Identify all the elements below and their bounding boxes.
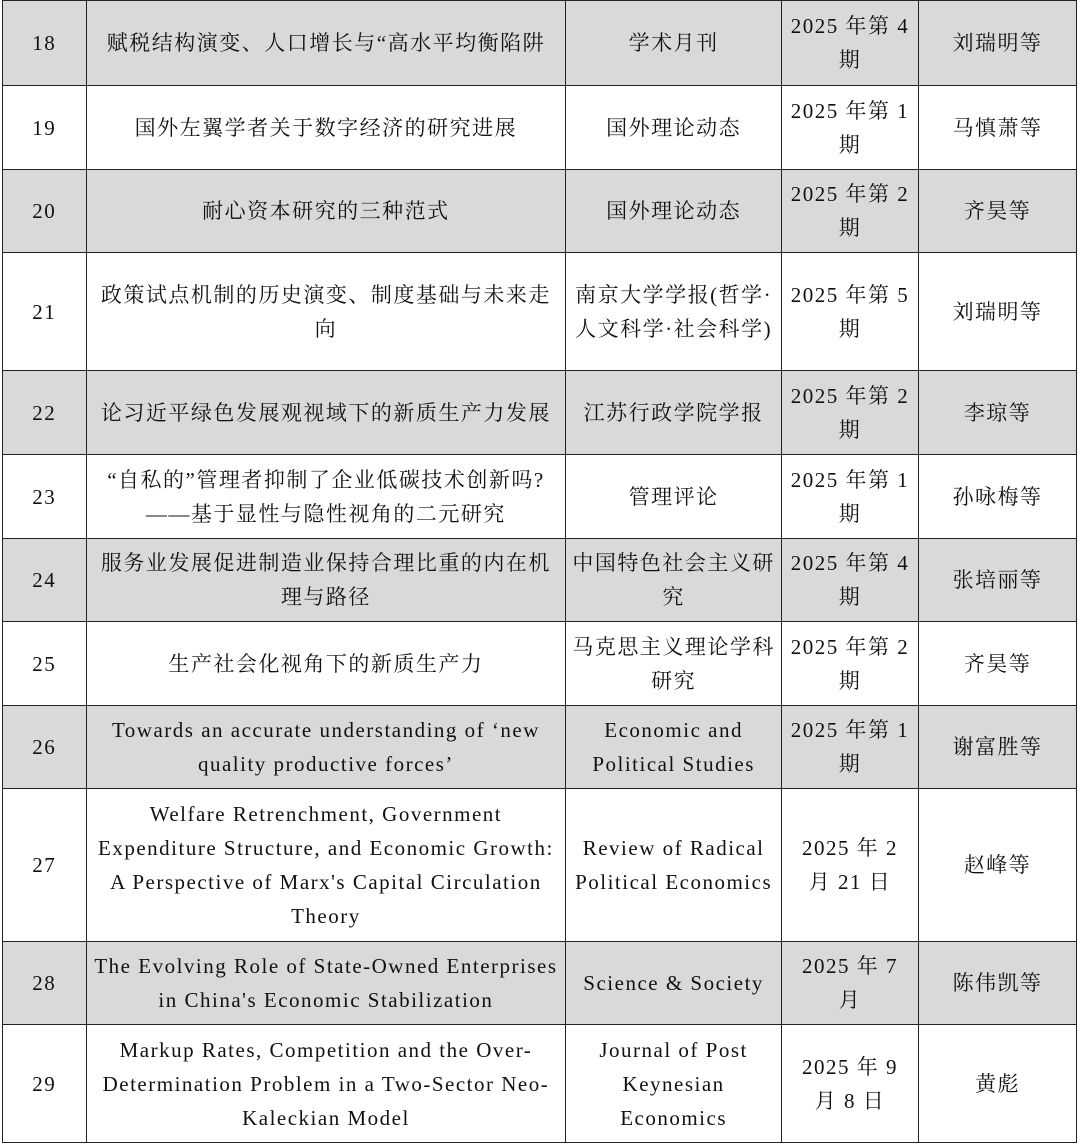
publication-date: 2025 年第 4 期 [781,1,918,86]
author-name: 黄彪 [919,1025,1077,1143]
journal-name: 中国特色社会主义研究 [566,539,782,622]
author-name: 谢富胜等 [919,706,1077,789]
author-name: 孙咏梅等 [919,455,1077,539]
table-row [3,253,1077,371]
table-row [3,170,1077,253]
publication-date: 2025 年 2 月 21 日 [781,789,918,942]
row-number: 18 [3,1,87,86]
table-row [3,706,1077,789]
publication-date: 2025 年 7 月 [781,942,918,1025]
paper-title: 论习近平绿色发展观视域下的新质生产力发展 [86,371,566,455]
row-number: 22 [3,371,87,455]
publication-date: 2025 年第 2 期 [781,170,918,253]
row-number: 28 [3,942,87,1025]
row-number: 19 [3,86,87,170]
author-name: 李琼等 [919,371,1077,455]
paper-title: Markup Rates, Competition and the Over-Determination Problem in a Two-Sector Neo-Kaleckian Model [86,1025,566,1143]
table-row [3,942,1077,1025]
table-row [3,789,1077,942]
author-name: 赵峰等 [919,789,1077,942]
journal-name: Economic and Political Studies [566,706,782,789]
table-row [3,1025,1077,1143]
author-name: 张培丽等 [919,539,1077,622]
table-row [3,371,1077,455]
paper-title: 耐心资本研究的三种范式 [86,170,566,253]
paper-title: 政策试点机制的历史演变、制度基础与未来走向 [86,253,566,371]
author-name: 刘瑞明等 [919,1,1077,86]
publication-table [2,0,1077,1143]
journal-name: 国外理论动态 [566,170,782,253]
journal-name: 江苏行政学院学报 [566,371,782,455]
publication-date: 2025 年第 2 期 [781,622,918,706]
journal-name: Review of Radical Political Economics [566,789,782,942]
row-number: 29 [3,1025,87,1143]
publication-date: 2025 年第 1 期 [781,706,918,789]
journal-name: Science & Society [566,942,782,1025]
row-number: 23 [3,455,87,539]
author-name: 齐昊等 [919,170,1077,253]
journal-name: 南京大学学报(哲学·人文科学·社会科学) [566,253,782,371]
table-row [3,86,1077,170]
publication-date: 2025 年 9 月 8 日 [781,1025,918,1143]
journal-name: 学术月刊 [566,1,782,86]
publication-date: 2025 年第 2 期 [781,371,918,455]
paper-title: Towards an accurate understanding of ‘new quality productive forces’ [86,706,566,789]
journal-name: 管理评论 [566,455,782,539]
table-row [3,455,1077,539]
paper-title: Welfare Retrenchment, Government Expenditure Structure, and Economic Growth: A Perspective of Marx's Capital Circulation Theory [86,789,566,942]
table-body [3,1,1077,1143]
table-row [3,1,1077,86]
publication-date: 2025 年第 4 期 [781,539,918,622]
author-name: 陈伟凯等 [919,942,1077,1025]
row-number: 24 [3,539,87,622]
table-row [3,539,1077,622]
journal-name: Journal of Post Keynesian Economics [566,1025,782,1143]
row-number: 26 [3,706,87,789]
row-number: 21 [3,253,87,371]
publication-date: 2025 年第 1 期 [781,455,918,539]
author-name: 马慎萧等 [919,86,1077,170]
paper-title: 生产社会化视角下的新质生产力 [86,622,566,706]
journal-name: 马克思主义理论学科研究 [566,622,782,706]
table-row [3,622,1077,706]
row-number: 27 [3,789,87,942]
row-number: 25 [3,622,87,706]
row-number: 20 [3,170,87,253]
author-name: 刘瑞明等 [919,253,1077,371]
paper-title: The Evolving Role of State-Owned Enterprises in China's Economic Stabilization [86,942,566,1025]
journal-name: 国外理论动态 [566,86,782,170]
paper-title: 服务业发展促进制造业保持合理比重的内在机理与路径 [86,539,566,622]
publication-date: 2025 年第 5 期 [781,253,918,371]
paper-title: “自私的”管理者抑制了企业低碳技术创新吗?——基于显性与隐性视角的二元研究 [86,455,566,539]
author-name: 齐昊等 [919,622,1077,706]
publication-date: 2025 年第 1 期 [781,86,918,170]
paper-title: 国外左翼学者关于数字经济的研究进展 [86,86,566,170]
paper-title: 赋税结构演变、人口增长与“高水平均衡陷阱 [86,1,566,86]
